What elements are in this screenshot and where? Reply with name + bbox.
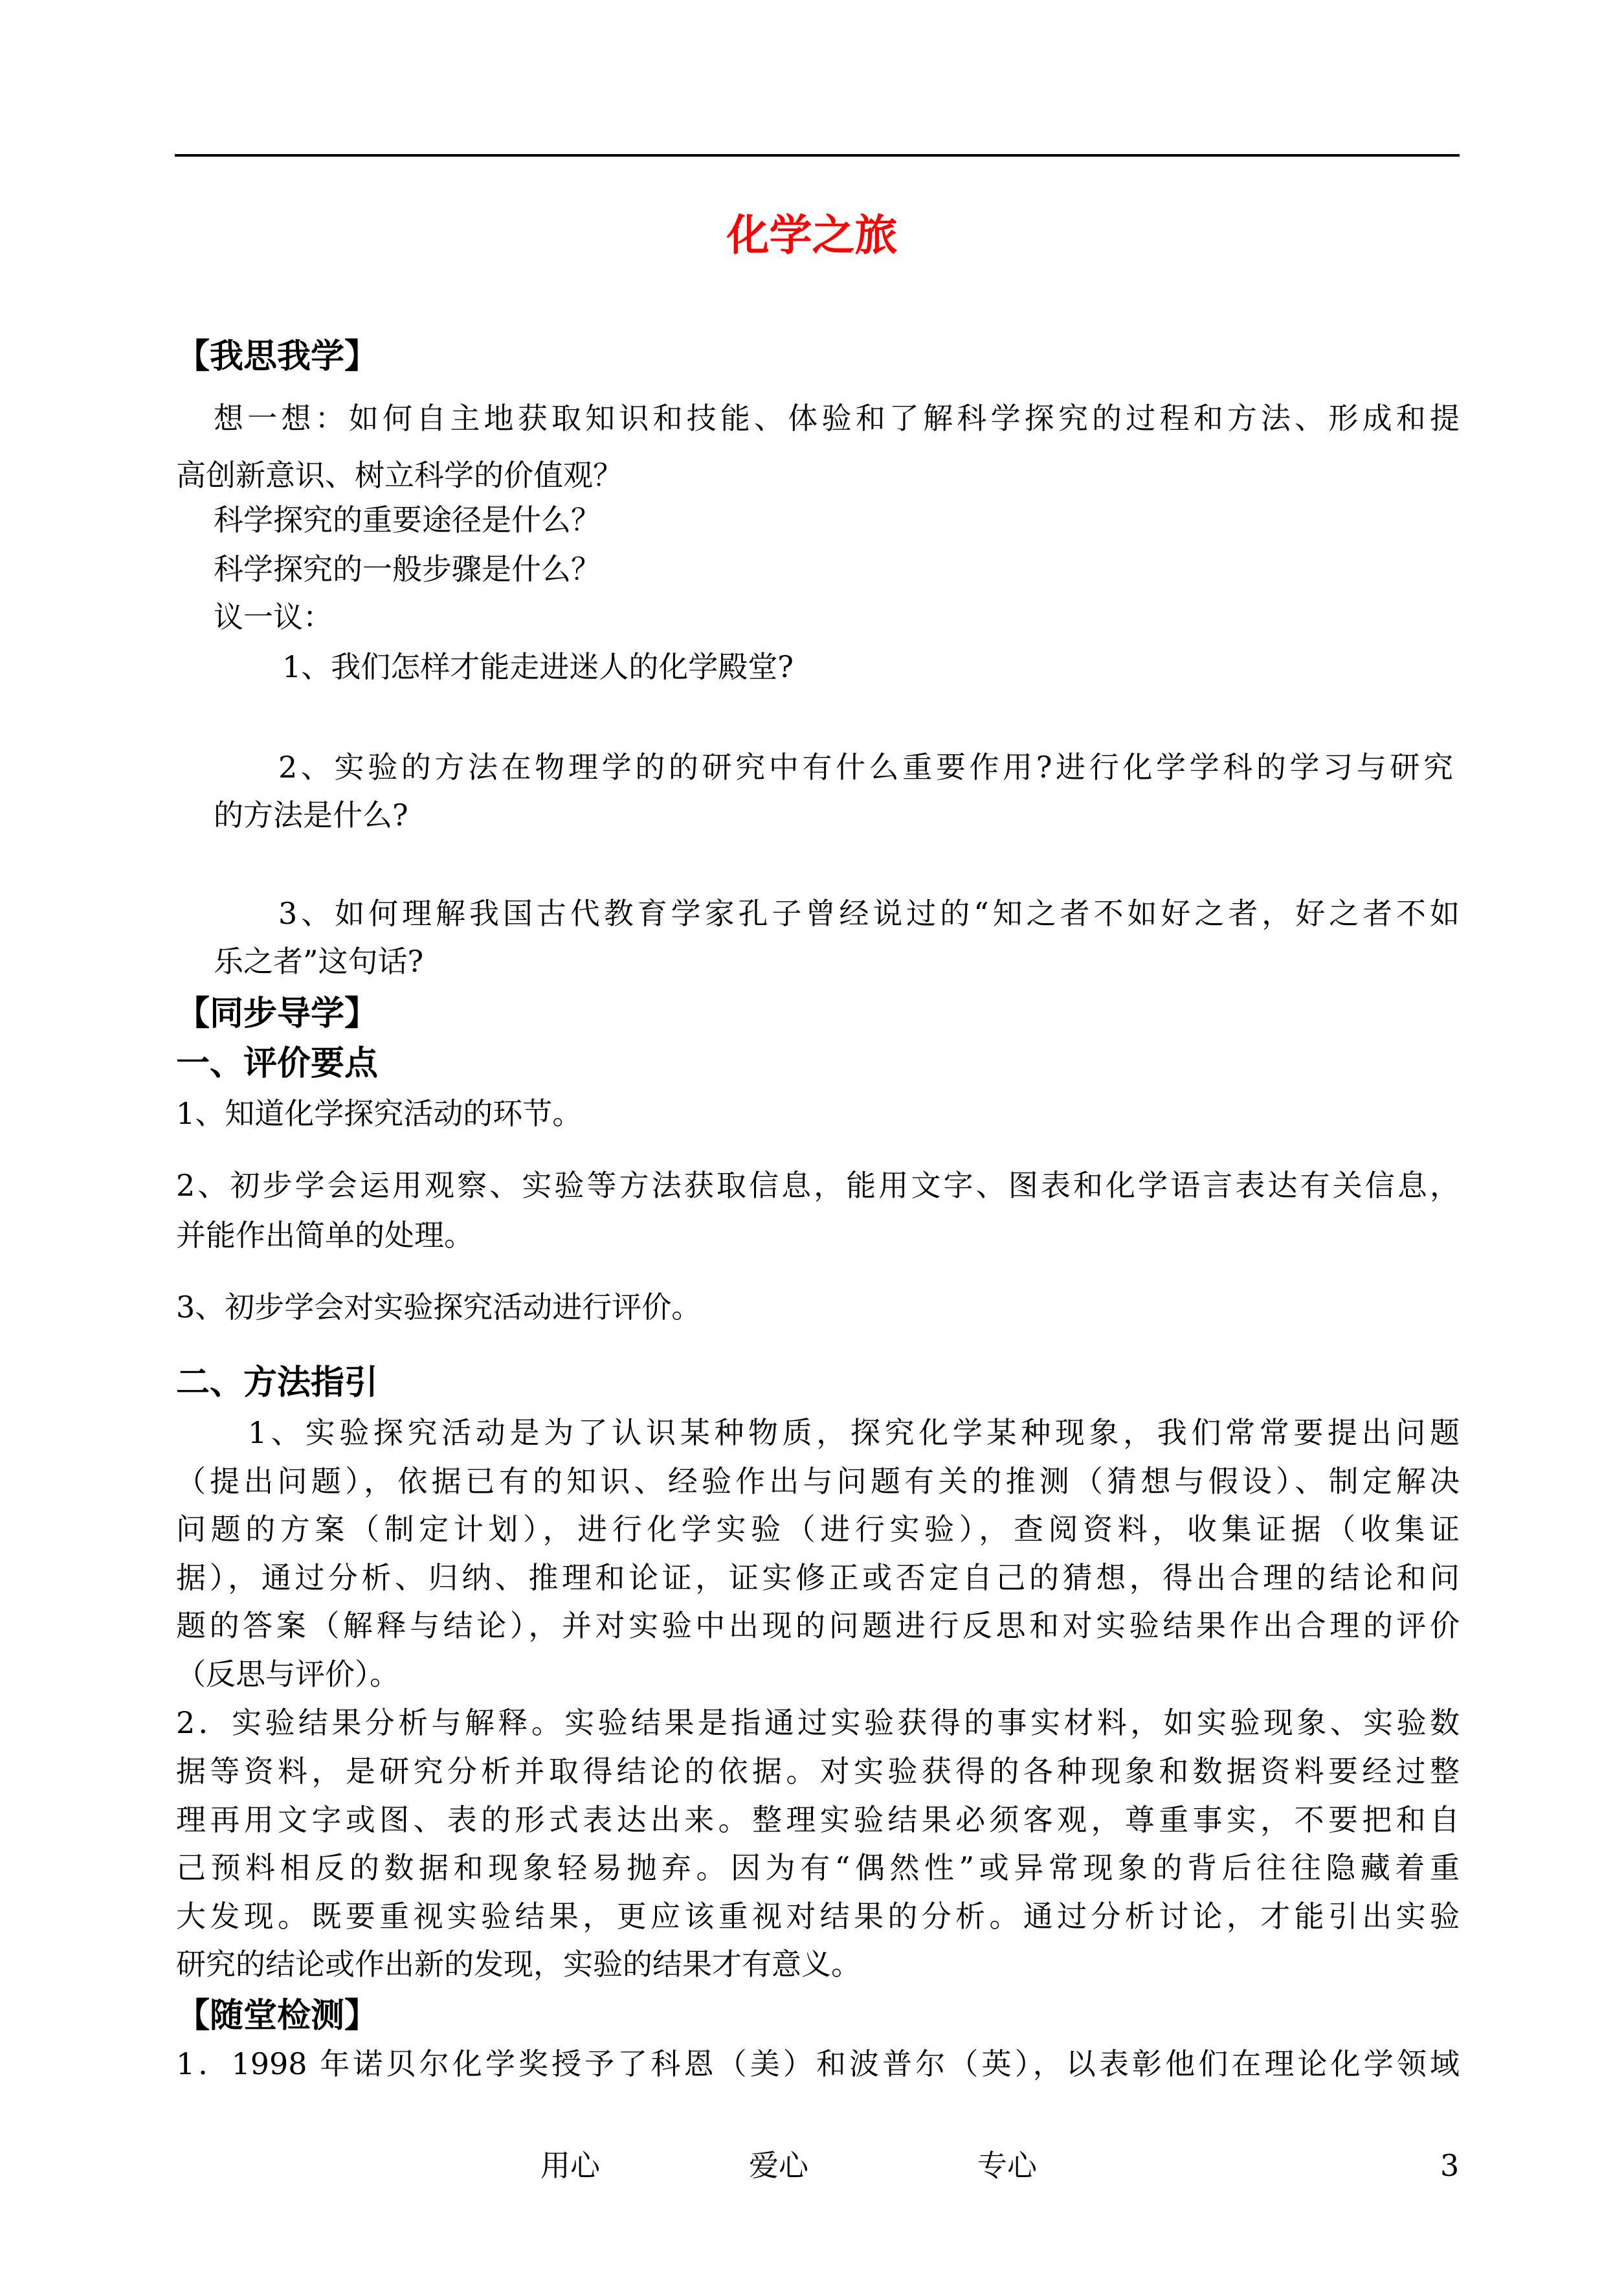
section-heading-eval: 一、评价要点 bbox=[176, 1044, 379, 1083]
method-line: 据等资料，是研究分析并取得结论的依据。对实验获得的各种现象和数据资料要经过整 bbox=[176, 1754, 1460, 1789]
method-line: 理再用文字或图、表的形式表达出来。整理实验结果必须客观，尊重事实，不要把和自 bbox=[176, 1802, 1460, 1837]
page-title: 化学之旅 bbox=[726, 210, 898, 260]
method-line: 题的答案（解释与结论），并对实验中出现的问题进行反思和对实验结果作出合理的评价 bbox=[176, 1608, 1460, 1643]
method-line: （提出问题），依据已有的知识、经验作出与问题有关的推测（猜想与假设）、制定解决 bbox=[176, 1464, 1460, 1499]
text-line: 科学探究的一般步骤是什么？ bbox=[214, 552, 601, 587]
text-line: 科学探究的重要途径是什么？ bbox=[214, 502, 601, 537]
question-item: 1、我们怎样才能走进迷人的化学殿堂? bbox=[282, 649, 794, 684]
method-line: 1、实验探究活动是为了认识某种物质，探究化学某种现象，我们常常要提出问题 bbox=[248, 1415, 1460, 1450]
text-line: 的方法是什么? bbox=[214, 798, 408, 833]
text-line: 高创新意识、树立科学的价值观？ bbox=[176, 458, 623, 493]
footer-word: 用心 bbox=[540, 2148, 600, 2183]
section-heading-method: 二、方法指引 bbox=[176, 1363, 379, 1402]
method-line: （反思与评价）。 bbox=[176, 1657, 399, 1692]
text-line: 想一想：如何自主地获取知识和技能、体验和了解科学探究的过程和方法、形成和提 bbox=[214, 401, 1460, 436]
footer-word: 爱心 bbox=[749, 2148, 808, 2183]
method-line: 己预料相反的数据和现象轻易抛弃。因为有“偶然性”或异常现象的背后往往隐藏着重 bbox=[176, 1850, 1460, 1885]
method-line: 2．实验结果分析与解释。实验结果是指通过实验获得的事实材料，如实验现象、实验数 bbox=[176, 1705, 1460, 1740]
header-rule bbox=[175, 154, 1460, 157]
method-line: 研究的结论或作出新的发现，实验的结果才有意义。 bbox=[176, 1947, 861, 1982]
section-heading-think: 【我思我学】 bbox=[176, 337, 379, 376]
footer-word: 专心 bbox=[977, 2148, 1037, 2183]
method-line: 据），通过分析、归纳、推理和论证，证实修正或否定自己的猜想，得出合理的结论和问 bbox=[176, 1560, 1460, 1595]
text-line: 议一议： bbox=[214, 599, 333, 634]
eval-item: 1、知道化学探究活动的环节。 bbox=[176, 1096, 583, 1131]
method-line: 大发现。既要重视实验结果，更应该重视对结果的分析。通过分析讨论，才能引出实验 bbox=[176, 1899, 1460, 1934]
section-heading-test: 【随堂检测】 bbox=[176, 1997, 379, 2035]
page-number: 3 bbox=[1440, 2148, 1460, 2183]
section-heading-guide: 【同步导学】 bbox=[176, 994, 379, 1033]
text-line: 乐之者”这句话? bbox=[214, 944, 424, 979]
method-line: 问题的方案（制定计划），进行化学实验（进行实验），查阅资料，收集证据（收集证 bbox=[176, 1512, 1460, 1547]
eval-item: 2、初步学会运用观察、实验等方法获取信息，能用文字、图表和化学语言表达有关信息， bbox=[176, 1168, 1460, 1203]
eval-item: 3、初步学会对实验探究活动进行评价。 bbox=[176, 1290, 702, 1325]
question-item: 2、实验的方法在物理学的的研究中有什么重要作用?进行化学学科的学习与研究 bbox=[278, 750, 1453, 785]
test-item: 1．1998 年诺贝尔化学奖授予了科恩（美）和波普尔（英），以表彰他们在理论化学领域 bbox=[176, 2046, 1460, 2081]
question-item: 3、如何理解我国古代教育学家孔子曾经说过的“知之者不如好之者，好之者不如 bbox=[278, 896, 1460, 931]
text-line: 并能作出简单的处理。 bbox=[176, 1218, 474, 1253]
